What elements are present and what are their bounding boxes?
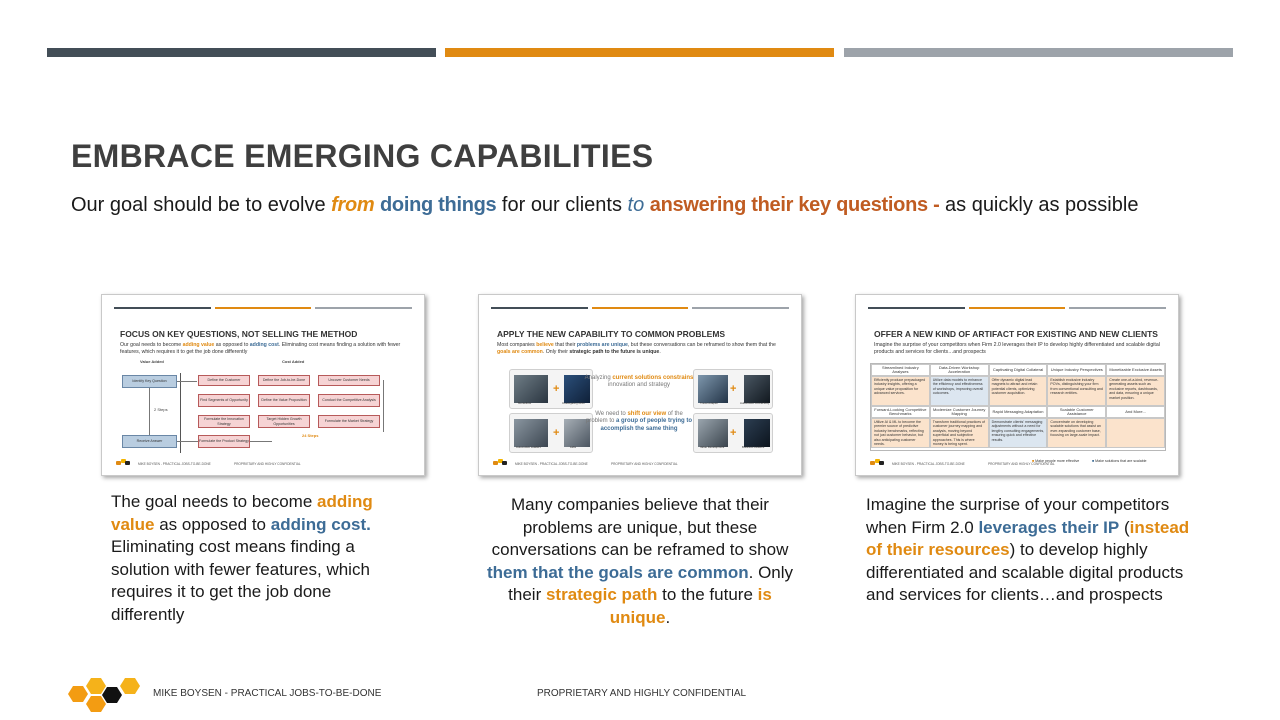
grid-header: Forward-Looking Competitive Benchmarks: [871, 406, 930, 418]
grid-cell: Utilize AI & ML to become the premier source of predictive industry benchmarks, reflecting not just customer behavior, but also anticipating customer needs.: [871, 418, 930, 448]
thumb-title: APPLY THE NEW CAPABILITY TO COMMON PROBLEMS: [497, 329, 726, 339]
flow-box-identify: Identify Key Question: [122, 375, 177, 388]
flow-box: Define the Value Proposition: [258, 394, 310, 407]
grid-header: Rapid Messaging Adaptation: [989, 406, 1048, 418]
thumb-accent-bars: [491, 307, 789, 309]
flow-box: Conduct the Competitive Analysis: [318, 394, 380, 407]
photo-image: [514, 419, 548, 447]
flow-box: Find Segments of Opportunity: [198, 394, 250, 407]
cost-added-label: Cost Added: [282, 359, 305, 364]
thumb-subtitle: Most companies believe that their problems are unique, but these conversations can be reframed to show them that the goals are common. Only their strategic path to the future is unique.: [497, 342, 776, 355]
thumb-footer: MIKE BOYSEN - PRACTICAL JOBS-TO-BE-DONE PROPRIETARY AND HIGHLY CONFIDENTIAL: [493, 459, 789, 469]
logo-hex-icon: [502, 461, 507, 465]
flow-box: Target Hidden Growth Opportunities: [258, 415, 310, 428]
thumb-subtitle: Imagine the surprise of your competitors when Firm 2.0 leverages their IP to develop highly differentiated and scalable digital products and services for clients…and prospects: [874, 342, 1160, 355]
photo-panel: + Value Development Business Leaders: [693, 413, 773, 453]
grid-cell: Utilize data models to enhance the efficiency and effectiveness of workshops, improving overall outcomes.: [930, 376, 989, 406]
honeycomb-logo-icon: [62, 674, 142, 714]
accent-bar-gray: [844, 48, 1233, 57]
logo-hex-icon: [879, 461, 884, 465]
body-text-value: The goal needs to become adding value as opposed to adding cost. Eliminating cost means finding a solution with fewer features, which requires it to get the job done differently: [111, 492, 373, 624]
photo-image: [698, 419, 728, 447]
grid-cell: [1106, 418, 1165, 448]
flow-box: Formulate the Market Strategy: [318, 415, 380, 428]
slide-title: EMBRACE EMERGING CAPABILITIES: [71, 138, 654, 174]
flow-connector: [177, 381, 197, 382]
photo-panel: + Montefiore Investigating IRNs: [509, 369, 593, 409]
grid-cell: Offer dynamic digital lead magnets to attract and retain potential clients, optimizing customer acquisition.: [989, 376, 1048, 406]
accent-bar-orange: [445, 48, 834, 57]
flow-box: Define the Customer: [198, 375, 250, 386]
grid-cell: Efficiently produce prepackaged industry insights, offering a unique value proposition for advanced services.: [871, 376, 930, 406]
flow-box: Formulate the Innovation Strategy: [198, 415, 250, 428]
body-text-artifact: Imagine the surprise of your competitors when Firm 2.0 leverages their IP (instead of their resources) to develop highly differentiated and scalable digital products and services for clients…and prospects: [866, 495, 1190, 604]
analyzing-text: Analyzing current solutions constrains innovation and strategy: [584, 375, 694, 389]
thumb-accent-bars: [868, 307, 1166, 309]
twentyfour-steps-label: 24 Steps: [302, 433, 319, 438]
flow-box: Formulate the Product Strategy: [198, 435, 250, 448]
thumb-accent-bars: [114, 307, 412, 309]
two-steps-label: 2 Steps: [154, 407, 168, 412]
grid-header: Captivating Digital Collateral: [989, 364, 1048, 376]
photo-image: [744, 419, 770, 447]
accent-bar-dark: [47, 48, 436, 57]
footer-author: MIKE BOYSEN - PRACTICAL JOBS-TO-BE-DONE: [153, 688, 382, 699]
slide-thumbnail-key-questions[interactable]: [101, 294, 425, 476]
flow-connector: [383, 380, 384, 432]
flow-box-receive: Receive Answer: [122, 435, 177, 448]
grid-header: Unique Industry Perspectives: [1047, 364, 1106, 376]
photo-panel: + Travel Adaptor Automotive connectivity: [693, 369, 773, 409]
body-text-common: Many companies believe that their problems are unique, but these conversations can be reframed to show them that the goals are common. Only their strategic path to the future is unique.: [486, 495, 794, 627]
plus-icon: +: [730, 383, 737, 395]
thumb-footer: MIKE BOYSEN - PRACTICAL JOBS-TO-BE-DONE PROPRIETARY AND HIGHLY CONFIDENTIAL: [116, 459, 412, 469]
grid-cell: Demonstrate clients' messaging adjustments without a need for lengthy consulting engagements, ensuring quick and effective results.: [989, 418, 1048, 448]
thumb-footer: MIKE BOYSEN - PRACTICAL JOBS-TO-BE-DONE PROPRIETARY AND HIGHLY CONFIDENTIAL: [870, 459, 1166, 469]
flow-box: Define the Job-to-be-Done: [258, 375, 310, 386]
grid-header: Monetizable Exclusive Assets: [1106, 364, 1165, 376]
slide-thumbnail-new-artifact[interactable]: [855, 294, 1179, 476]
photo-image: [514, 375, 548, 403]
grid-cell: Concentrate on developing scalable solutions that assist an ever-expanding customer base, focusing on large-scale impact.: [1047, 418, 1106, 448]
flow-connector: [149, 388, 150, 435]
plus-icon: +: [553, 427, 560, 439]
value-added-label: Value Added: [140, 359, 164, 364]
photo-image: [744, 375, 770, 403]
grid-header: Streamlined Industry Analyses: [871, 364, 930, 376]
thumb-title: FOCUS ON KEY QUESTIONS, NOT SELLING THE METHOD: [120, 329, 358, 339]
photo-panel: + Automotive Leaders Labs: [509, 413, 593, 453]
legend-people: ■ Make people more effective: [1032, 459, 1080, 463]
grid-cell: Create one-of-a-kind, revenue-generating assets such as exclusive reports, dashboards, and data, ensuring a unique market position.: [1106, 376, 1165, 406]
slide-subtitle: Our goal should be to evolve from doing things for our clients to answering their key questions - as quickly as possible: [71, 194, 1139, 216]
logo-hex-icon: [125, 461, 130, 465]
thumb-title: OFFER A NEW KIND OF ARTIFACT FOR EXISTING AND NEW CLIENTS: [874, 329, 1158, 339]
grid-cell: Establish exclusive industry POVs, distinguishing your firm from conventional consulting and research entities.: [1047, 376, 1106, 406]
grid-header: Scalable Customer Assistance: [1047, 406, 1106, 418]
footer-confidential: PROPRIETARY AND HIGHLY CONFIDENTIAL: [537, 688, 747, 699]
plus-icon: +: [553, 383, 560, 395]
shift-view-text: We need to shift our view of the problem to a group of people trying to accomplish the same thing: [585, 411, 692, 432]
plus-icon: +: [730, 427, 737, 439]
photo-image: [698, 375, 728, 403]
flow-box: Uncover Customer Needs: [318, 375, 380, 386]
thumb-subtitle: Our goal needs to become adding value as opposed to adding cost. Eliminating cost means finding a solution with fewer features, which requires it to get the job done differently: [120, 342, 401, 355]
grid-cell: Transform traditional practices of customer journey mapping and analysis, moving beyond superficial and subjective approaches. This is where money is being spent.: [930, 418, 989, 448]
slide-thumbnail-common-problems[interactable]: [478, 294, 802, 476]
grid-header: And More...: [1106, 406, 1165, 418]
grid-header: Modernize Customer Journey Mapping: [930, 406, 989, 418]
grid-header: Data-Driven Workshop Acceleration: [930, 364, 989, 376]
legend-scalable: ■ Make solutions that are scalable: [1092, 459, 1147, 463]
flow-connector: [250, 441, 272, 442]
artifact-grid: [870, 363, 1166, 451]
flow-connector: [177, 441, 198, 442]
